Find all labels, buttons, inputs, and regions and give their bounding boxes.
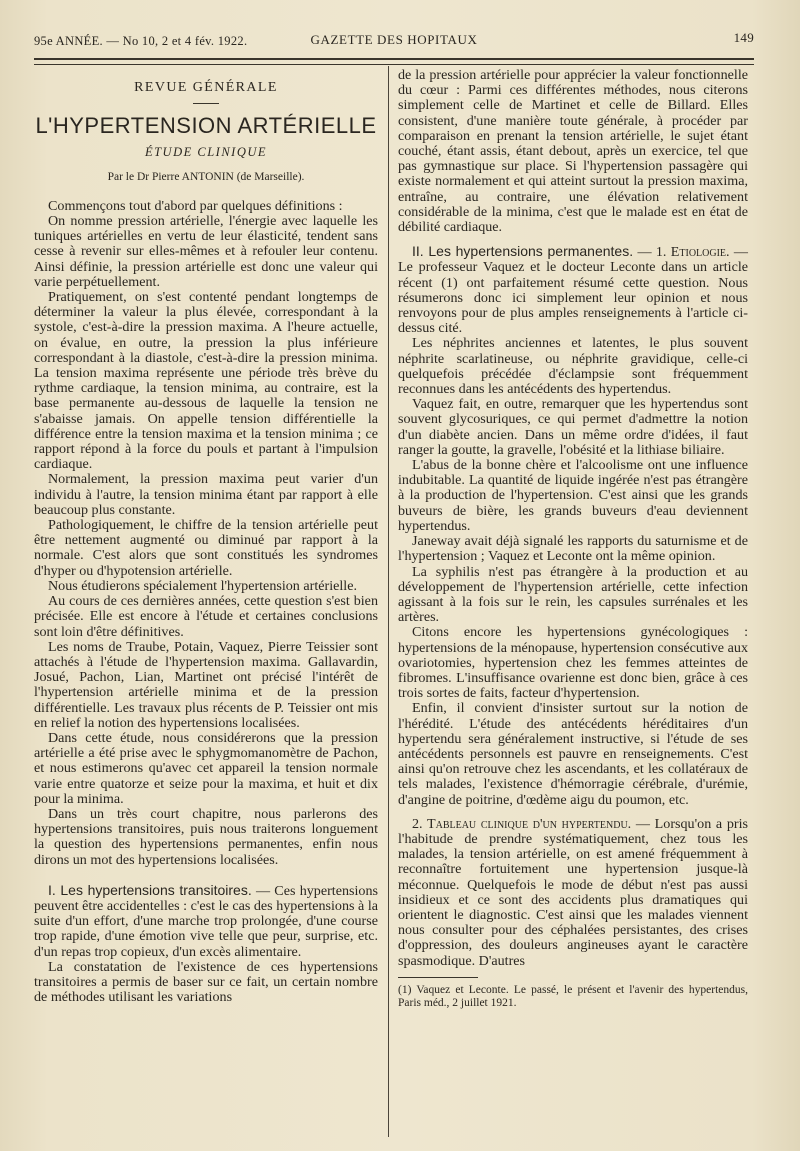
article-title: L'HYPERTENSION ARTÉRIELLE	[35, 113, 377, 139]
byline: Par le Dr Pierre ANTONIN (de Marseille).	[107, 170, 305, 183]
paragraph: Janeway avait déjà signalé les rapports du saturnisme et de l'hypertension ; Vaquez et Leconte ont la même opinion.	[398, 533, 748, 565]
paragraph: de la pression artérielle pour apprécier la valeur fonctionnelle du cœur : Parmi ces différentes méthodes, nous citerons simplement celle de Martinet et celle de Billard. Elles consistent, d'une manière toute générale, à procéder par comparaison en prenant la tension artérielle, le sujet étant couché, étant assis, étant debout, après un exercice, tel que pas gymnastique sur place. Si l'hypertension passagère qui existe normalement et qui atteint surtout la pression maxima, entraîne, au contraire, une élévation relativement considérable de la minima, c'est que le malade est en état de débilité cardiaque.	[398, 67, 748, 236]
paragraph: Dans cette étude, nous considérerons que la pression artérielle a été prise avec le sphygmomanomètre de Pachon, et nous estimerons qu'avec cet appareil la tension normale varie entre quatorze et seize pour la maxima, et huit et dix pour la minima.	[34, 729, 378, 807]
section-heading: II. Les hypertensions permanentes.	[412, 243, 634, 260]
paragraph: Vaquez fait, en outre, remarquer que les hypertendus sont souvent glycosuriques, ce qui permet d'admettre la notion d'un diabète ancien. Dans un même ordre d'idées, il faut ranger la goutte, la gravelle, l'obésité et la lithiase biliaire.	[398, 396, 748, 458]
paragraph: Normalement, la pression maxima peut varier d'un individu à l'autre, la tension minima étant par rapport à elle beaucoup plus constante.	[34, 471, 378, 518]
paragraph: Enfin, il convient d'insister surtout sur la notion de l'hérédité. L'étude des antécédents héréditaires d'un hypertendu sera généralement instructive, si l'étude de ses antécédents personnels est pauvre en renseignements. C'est ainsi qu'on retrouve chez les ascendants, et les collatéraux de tels malades, l'existence d'hémorragie cérébrale, d'urémie, d'angine de poitrine, d'œdème aigu du poumon, etc.	[398, 700, 748, 808]
rubric-rule	[193, 103, 219, 104]
paragraph: La syphilis n'est pas étrangère à la production et au développement de l'hypertension artérielle, cette infection agissant à la fois sur le rein, les capsules surrénales et les artères.	[398, 563, 748, 626]
paragraph: Dans un très court chapitre, nous parlerons des hypertensions transitoires, puis nous traiterons longuement la question des hypertensions permanentes, enfin nous dirons un mot des hypertensions localisées.	[34, 805, 378, 868]
paragraph: Au cours de ces dernières années, cette question s'est bien précisée. Elle est encore à l'étude et certaines conclusions sont loin d'être définitives.	[34, 593, 378, 640]
paragraph: Les néphrites anciennes et latentes, le plus souvent néphrite scarlatineuse, ou néphrite gravidique, celle-ci quelquefois précédée d'éclampsie sont fréquemment reconnues dans les antécédents des hypertendus.	[398, 335, 748, 398]
article-subtitle: ÉTUDE CLINIQUE	[144, 145, 268, 160]
right-column	[398, 68, 748, 1010]
running-header	[34, 26, 754, 50]
paragraph: Citons encore les hypertensions gynécologiques : hypertensions de la ménopause, hypertension consécutive aux ovariotomies, hypertension chez les femmes atteintes de fibromes. L'insuffisance ovarienne est donc bien, grâce à ces trois sortes de faits, facteur d'hypertension.	[398, 624, 748, 702]
paragraph: Pratiquement, on s'est contenté pendant longtemps de déterminer la valeur la plus élevée, correspondant à la systole, c'est-à-dire la pression maxima. A l'heure actuelle, on évalue, en outre, la pression la plus inférieure correspondant à la diastole, c'est-à-dire la pression minima. La tension maxima représente une période très brève du rythme cardiaque, la tension minima, au contraire, est la base permanente au-dessous de laquelle la tension ne s'abaisse jamais. On appelle tension différentielle la différence entre la tension maxima et la tension minima ; ce rapport répond à la force du pouls et partant à l'impulsion cardiaque.	[34, 289, 378, 473]
section-text: — Le professeur Vaquez et le docteur Leconte dans un article récent (1) ont parfaitement résumé cette question. Nous résumerons donc ici simplement leur opinion et nous renvoyons pour de plus amples renseignements à l'article ci-dessus cité.	[398, 244, 749, 337]
section-2	[398, 244, 748, 336]
footnote: (1) Vaquez et Leconte. Le passé, le présent et l'avenir des hypertendus, Paris méd., 2 juillet 1921.	[398, 983, 748, 1009]
left-column	[34, 68, 378, 1005]
issue-info: 95e ANNÉE. — No 10, 2 et 4 fév. 1922.	[34, 34, 248, 48]
paragraph: Nous étudierons spécialement l'hypertension artérielle.	[48, 577, 357, 594]
subsection-lead: — 1. Etiologie.	[637, 244, 730, 261]
section-heading: I. Les hypertensions transitoires.	[48, 881, 252, 898]
rubric: REVUE GÉNÉRALE	[134, 80, 278, 95]
paragraph: Commençons tout d'abord par quelques définitions :	[48, 197, 343, 214]
section-1	[34, 883, 378, 960]
paragraph: L'abus de la bonne chère et l'alcoolisme ont une influence indubitable. La quantité de liquide ingérée n'est pas étrangère à la production de l'hypertension. C'est ainsi que les grands buveurs de bière, les grands buveurs d'eau deviennent hypertendus.	[398, 457, 748, 534]
journal-name: GAZETTE DES HOPITAUX	[310, 32, 478, 47]
footnote-rule	[398, 977, 478, 978]
header-rule	[34, 58, 754, 65]
section-text: — Ces hypertensions peuvent être accidentelles : c'est le cas des hypertensions à la suite d'un effort, d'une marche trop prolongée, d'une course trop rapide, d'une émotion vive telle que peur, surprise, etc. d'un repas trop copieux, d'un excès alimentaire.	[34, 882, 378, 960]
paragraph: Les noms de Traube, Potain, Vaquez, Pierre Teissier sont attachés à l'étude de l'hypertension maxima. Gallavardin, Josué, Pachon, Lian, Martinet ont précisé l'intérêt de l'hypertension artérielle minima et de la pression différentielle. Les travaux plus récents de P. Teissier ont mis en relief la notion des hypertensions localisées.	[34, 638, 378, 731]
subsection-heading: 2. Tableau clinique d'un hypertendu.	[412, 815, 632, 832]
page-number: 149	[733, 30, 754, 45]
subsection-text: — Lorsqu'on a pris l'habitude de prendre systématiquement, chez tous les malades, la tension artérielle, on est amené fréquemment à reconnaître fortuitement une hypertension jusque-là méconnue. Quelquefois le mode de début n'est pas aussi insidieux et ce sont des accidents plus dramatiques qui orientent le diagnostic. C'est ainsi que les malades viennent nous consulter pour des céphalées persistantes, des crises d'oppression, des douleurs angineuses ayant le caractère spasmodique. D'autres	[398, 815, 749, 969]
column-divider	[388, 66, 389, 1137]
paragraph: La constatation de l'existence de ces hypertensions transitoires a permis de baser sur ce fait, un certain nombre de méthodes utilisant les variations	[34, 958, 378, 1006]
subsection-2	[398, 817, 748, 969]
paragraph: On nomme pression artérielle, l'énergie avec laquelle les tuniques artérielles en vertu de leur élasticité, tendent sans cesse à revenir sur elles-mêmes et à refouler leur contenu. Ainsi définie, la pression artérielle est donc une valeur qui varie perpétuellement.	[34, 213, 378, 290]
paragraph: Pathologiquement, le chiffre de la tension artérielle peut être nettement augmenté ou diminué par rapport à la normale. C'est alors que sont constitués les syndromes d'hyper ou d'hypotension artérielle.	[34, 517, 378, 579]
